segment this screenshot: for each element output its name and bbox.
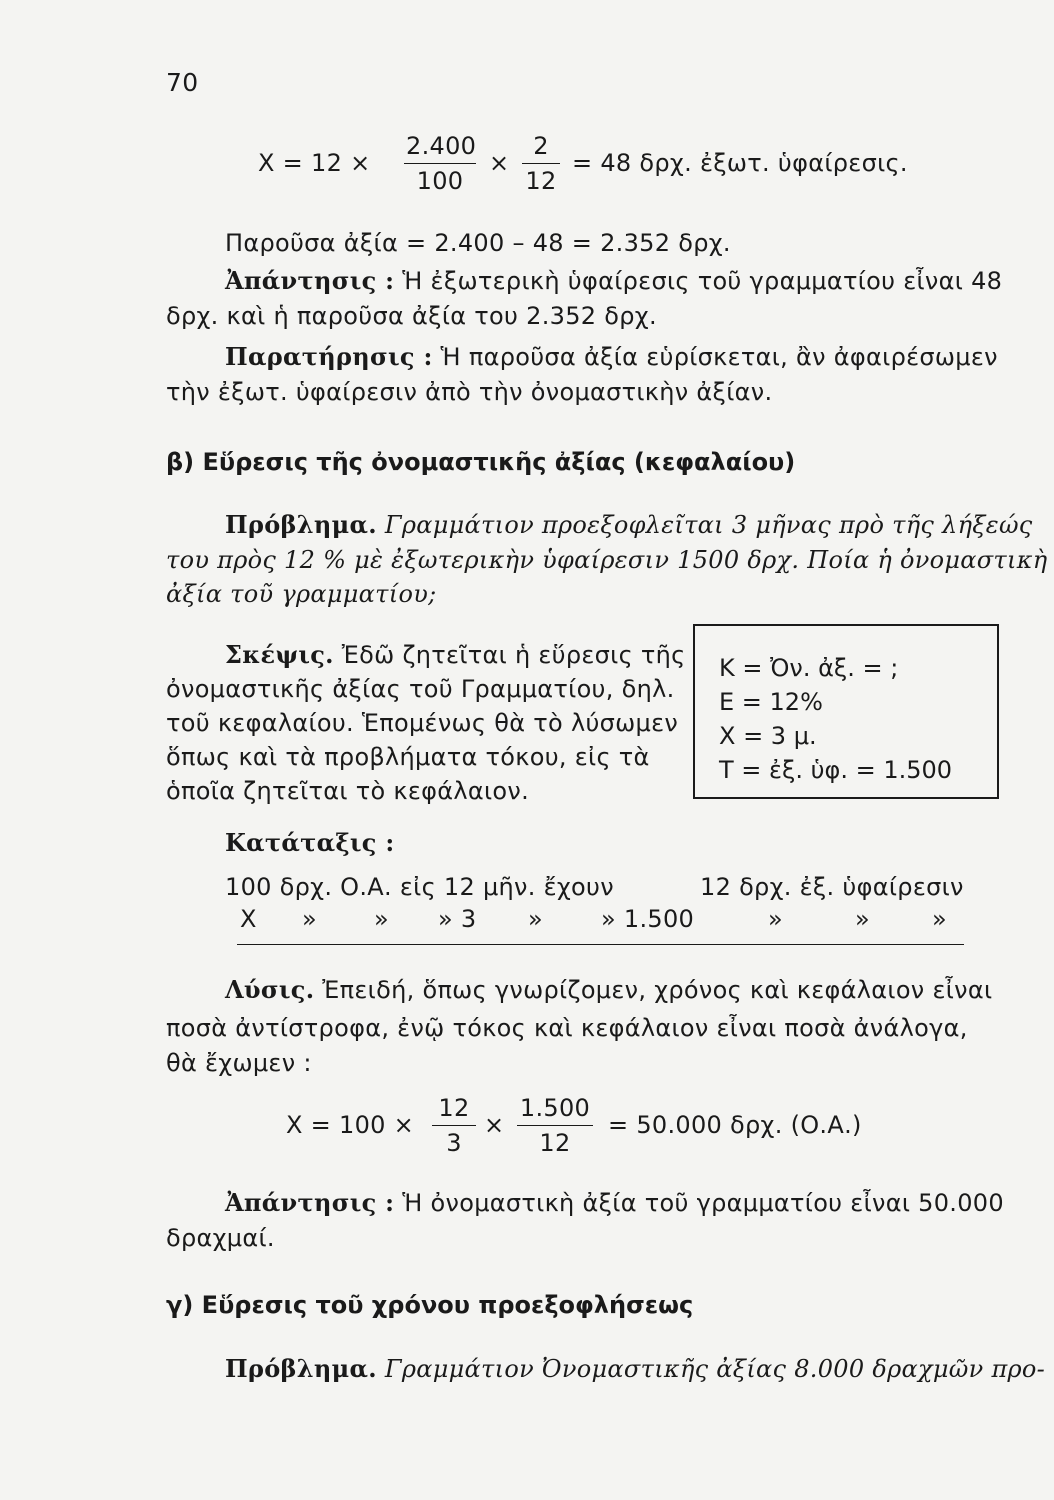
- arrangement-label: Κατάταξις :: [225, 828, 395, 857]
- arrangement-row-2-cell: » 3: [438, 905, 477, 933]
- answer-1-text: Ἡ ἐξωτερικὴ ὑφαίρεσις τοῦ γραμματίου εἶναι 48: [402, 267, 1003, 295]
- eq1-fraction-2: [522, 129, 560, 198]
- eq2-fraction-1: [432, 1091, 476, 1160]
- arrangement-row-1-right: 12 δρχ. ἐξ. ὑφαίρεσιν: [700, 873, 964, 901]
- thinking-line-2: ὀνομαστικῆς ἀξίας τοῦ Γραμματίου, δηλ.: [166, 675, 675, 703]
- arrangement-row-2-cell: »: [528, 905, 543, 933]
- arrangement-row-2-cell: »: [374, 905, 389, 933]
- eq1-times: ×: [489, 149, 510, 177]
- eq2-fraction-2: [517, 1091, 593, 1160]
- eq1-rhs: = 48 δρχ. ἐξωτ. ὑφαίρεσις.: [572, 149, 908, 177]
- eq2-times: ×: [484, 1111, 505, 1139]
- solution-label: Λύσις.: [225, 975, 315, 1004]
- problem-2-text: Γραμμάτιον Ὀνομαστικῆς ἀξίας 8.000 δραχμῶν προ-: [384, 1355, 1046, 1383]
- answer-1: [225, 264, 1002, 298]
- answer-2-continued: δραχμαί.: [166, 1224, 275, 1252]
- solution-line-3: θὰ ἔχωμεν :: [166, 1049, 312, 1077]
- solution-text: Ἐπειδή, ὅπως γνωρίζομεν, χρόνος καὶ κεφάλαιον εἶναι: [322, 976, 993, 1004]
- eq1-lhs: X = 12 ×: [258, 149, 371, 177]
- eq2-frac2-denominator: 12: [539, 1129, 571, 1157]
- arrangement-row-1-left: 100 δρχ. Ο.Α. εἰς 12 μῆν. ἔχουν: [225, 873, 614, 901]
- eq2-frac2-numerator: 1.500: [517, 1091, 593, 1126]
- eq1-fraction-1: [404, 129, 476, 198]
- eq2-frac1-denominator: 3: [446, 1129, 462, 1157]
- remark: [225, 340, 998, 374]
- section-b-heading: β) Εὕρεσις τῆς ὀνομαστικῆς ἀξίας (κεφαλαίου): [166, 448, 796, 476]
- problem-1: [225, 508, 1033, 542]
- solution-line-2: ποσὰ ἀντίστροφα, ἐνῷ τόκος καὶ κεφάλαιον εἶναι ποσὰ ἀνάλογα,: [166, 1014, 968, 1042]
- eq1-frac2-numerator: 2: [522, 129, 560, 164]
- arrangement-row-2-cell: »: [302, 905, 317, 933]
- answer-1-continued: δρχ. καὶ ἡ παροῦσα ἀξία του 2.352 δρχ.: [166, 302, 657, 330]
- problem-1-text: Γραμμάτιον προεξοφλεῖται 3 μῆνας πρὸ τῆς λήξεώς: [384, 511, 1033, 539]
- thinking: [225, 638, 686, 672]
- thinking-line-3: τοῦ κεφαλαίου. Ἑπομένως θὰ τὸ λύσωμεν: [166, 709, 679, 737]
- arrangement-row-2-cell: »: [768, 905, 783, 933]
- eq1-frac2-denominator: 12: [525, 167, 557, 195]
- answer-2-label: Ἀπάντησις :: [225, 1188, 395, 1217]
- given-x: X = 3 μ.: [719, 722, 817, 750]
- section-c-heading: γ) Εὕρεσις τοῦ χρόνου προεξοφλήσεως: [166, 1291, 694, 1319]
- arrangement-row-2-cell: » 1.500: [601, 905, 695, 933]
- arrangement-divider: [237, 944, 964, 945]
- solution: [225, 973, 992, 1007]
- problem-2: [225, 1352, 1045, 1386]
- page-number: 70: [166, 68, 199, 97]
- answer-2: [225, 1186, 1004, 1220]
- remark-text: Ἡ παροῦσα ἀξία εὑρίσκεται, ἂν ἀφαιρέσωμεν: [440, 343, 998, 371]
- remark-continued: τὴν ἐξωτ. ὑφαίρεσιν ἀπὸ τὴν ὀνομαστικὴν ἀξίαν.: [166, 378, 773, 406]
- problem-1-line-3: ἀξία τοῦ γραμματίου;: [166, 580, 437, 608]
- problem-2-label: Πρόβλημα.: [225, 1354, 377, 1383]
- arrangement-row-2-cell: X: [240, 905, 257, 933]
- answer-2-text: Ἡ ὀνομαστικὴ ἀξία τοῦ γραμματίου εἶναι 50.000: [402, 1189, 1004, 1217]
- arrangement-row-2-cell: »: [932, 905, 947, 933]
- eq1-frac1-denominator: 100: [416, 167, 464, 195]
- problem-1-label: Πρόβλημα.: [225, 510, 377, 539]
- remark-label: Παρατήρησις :: [225, 342, 433, 371]
- given-data-box: [693, 624, 999, 799]
- eq2-lhs: X = 100 ×: [286, 1111, 415, 1139]
- eq1-frac1-numerator: 2.400: [404, 129, 476, 164]
- thinking-label: Σκέψις.: [225, 640, 334, 669]
- answer-1-label: Ἀπάντησις :: [225, 266, 395, 295]
- given-t: T = ἐξ. ὑφ. = 1.500: [719, 756, 953, 784]
- problem-1-line-2: του πρὸς 12 % μὲ ἐξωτερικὴν ὑφαίρεσιν 1500 δρχ. Ποία ἡ ὀνομαστικὴ: [166, 546, 1048, 574]
- eq2-frac1-numerator: 12: [432, 1091, 476, 1126]
- thinking-line-5: ὁποῖα ζητεῖται τὸ κεφάλαιον.: [166, 777, 530, 805]
- given-k: K = Ὀν. ἀξ. = ;: [719, 654, 899, 682]
- eq2-rhs: = 50.000 δρχ. (Ο.Α.): [608, 1111, 862, 1139]
- thinking-text: Ἐδῶ ζητεῖται ἡ εὕρεσις τῆς: [341, 641, 686, 669]
- thinking-line-4: ὅπως καὶ τὰ προβλήματα τόκου, εἰς τὰ: [166, 743, 650, 771]
- present-value-line: Παροῦσα ἀξία = 2.400 – 48 = 2.352 δρχ.: [225, 229, 731, 257]
- given-e: E = 12%: [719, 688, 823, 716]
- arrangement-row-2-cell: »: [855, 905, 870, 933]
